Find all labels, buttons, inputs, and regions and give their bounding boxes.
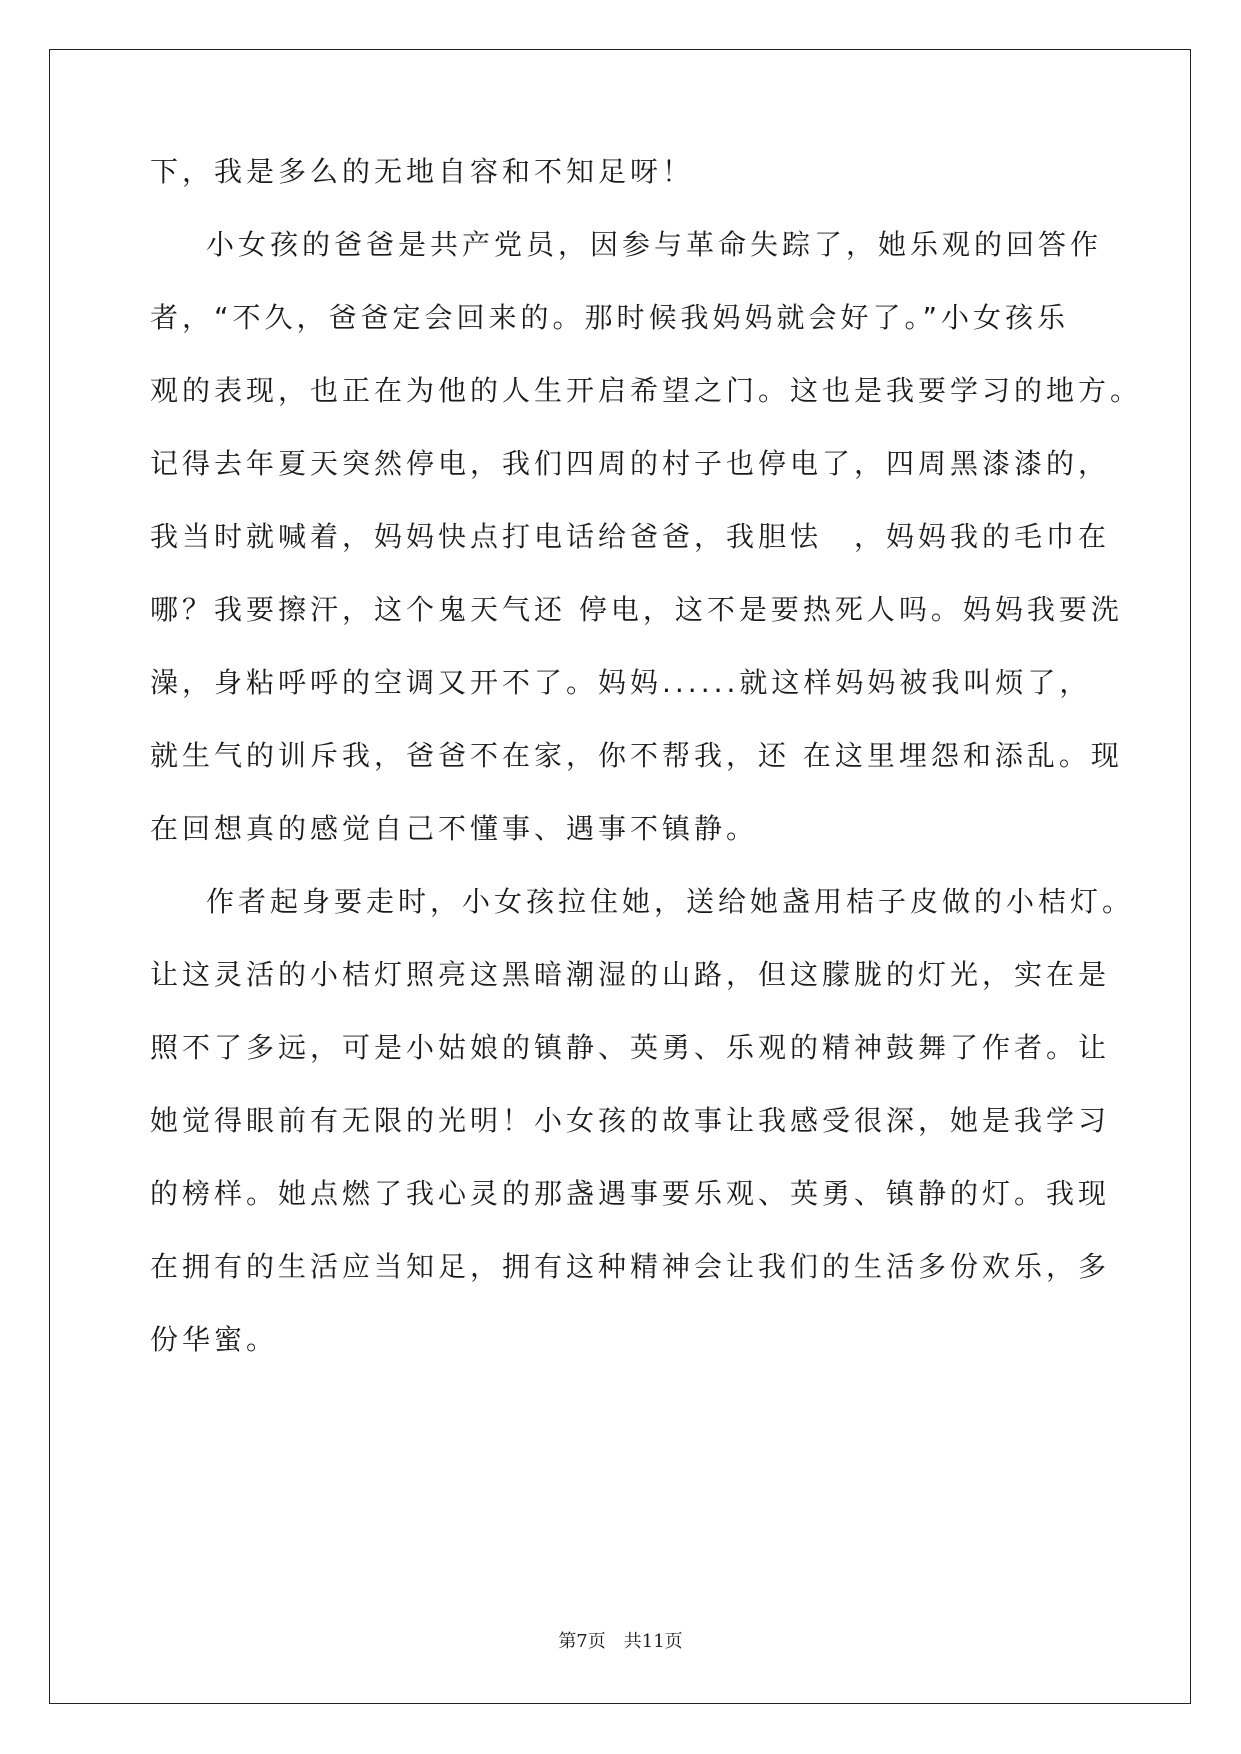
text-line: 份华蜜。: [150, 1323, 279, 1356]
text-line: 的榜样。她点燃了我心灵的那盏遇事要乐观、英勇、镇静的灯。我现: [150, 1177, 1111, 1210]
text-line: 哪？我要擦汗，这个鬼天气还 停电，这不是要热死人吗。妈妈我要洗: [150, 593, 1123, 626]
text-line: 者，“不久，爸爸定会回来的。那时候我妈妈就会好了。”小女孩乐: [150, 301, 1070, 334]
text-line: 就生气的训斥我，爸爸不在家，你不帮我，还 在这里埋怨和添乱。现: [150, 739, 1123, 772]
page-total: 共11页: [623, 1631, 683, 1652]
text-line: 照不了多远，可是小姑娘的镇静、英勇、乐观的精神鼓舞了作者。让: [150, 1031, 1111, 1064]
text-line: 观的表现，也正在为他的人生开启希望之门。这也是我要学习的地方。: [150, 374, 1143, 407]
text-line: 我当时就喊着，妈妈快点打电话给爸爸，我胆怯 ，妈妈我的毛巾在: [150, 520, 1111, 553]
paragraph-first-line: 作者起身要走时，小女孩拉住她，送给她盏用桔子皮做的小桔灯。: [206, 885, 1135, 918]
text-line: 记得去年夏天突然停电，我们四周的村子也停电了，四周黑漆漆的，: [150, 447, 1111, 480]
text-line: 澡，身粘呼呼的空调又开不了。妈妈......就这样妈妈被我叫烦了，: [150, 666, 1092, 699]
text-line: 在拥有的生活应当知足，拥有这种精神会让我们的生活多份欢乐，多: [150, 1250, 1111, 1283]
page-footer: [0, 1627, 1241, 1653]
text-line: 下，我是多么的无地自容和不知足呀！: [150, 155, 695, 188]
text-line: 她觉得眼前有无限的光明！小女孩的故事让我感受很深，她是我学习: [150, 1104, 1111, 1137]
text-line: 在回想真的感觉自己不懂事、遇事不镇静。: [150, 812, 759, 845]
paragraph-first-line: 小女孩的爸爸是共产党员，因参与革命失踪了，她乐观的回答作: [206, 228, 1103, 261]
page-number: 第7页: [558, 1631, 606, 1652]
text-line: 让这灵活的小桔灯照亮这黑暗潮湿的山路，但这朦胧的灯光，实在是: [150, 958, 1111, 991]
